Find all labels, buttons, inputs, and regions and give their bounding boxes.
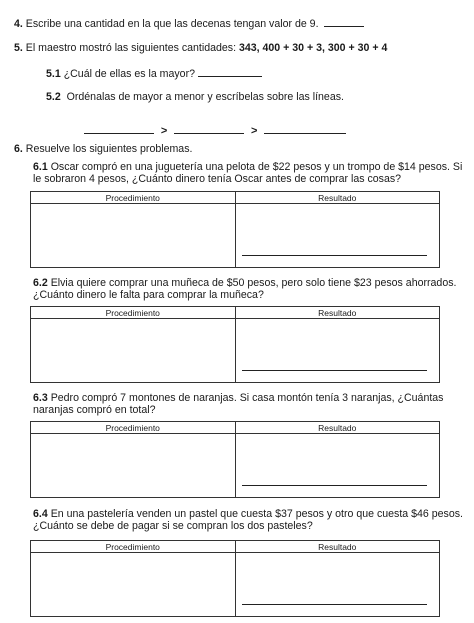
question-5-2 bbox=[46, 91, 344, 103]
procedure-header: Procedimiento bbox=[31, 422, 236, 434]
answer-blank[interactable] bbox=[264, 124, 346, 134]
problem-6-1 bbox=[33, 161, 463, 185]
question-text: Resuelve los siguientes problemas. bbox=[25, 143, 193, 155]
result-header: Resultado bbox=[235, 307, 440, 319]
amounts-list: 343, 400 + 30 + 3, 300 + 30 + 4 bbox=[238, 42, 388, 54]
procedure-header: Procedimiento bbox=[31, 307, 236, 319]
subquestion-number: 5.2 bbox=[46, 91, 61, 103]
problem-6-2 bbox=[33, 277, 463, 301]
answer-line bbox=[242, 370, 428, 371]
problem-6-3 bbox=[33, 392, 463, 416]
subquestion-text: Ordénalas de mayor a menor y escríbelas sobre las líneas. bbox=[66, 91, 344, 103]
subquestion-number: 5.1 bbox=[46, 68, 61, 80]
problem-text: Pedro compró 7 montones de naranjas. Si casa montón tenía 3 naranjas, ¿Cuántas naranjas compró en total? bbox=[33, 392, 444, 416]
procedure-cell[interactable] bbox=[31, 434, 236, 498]
result-cell[interactable] bbox=[235, 553, 440, 617]
work-table-6-4 bbox=[30, 540, 440, 617]
work-table-6-1 bbox=[30, 191, 440, 268]
result-header: Resultado bbox=[235, 541, 440, 553]
answer-blank[interactable] bbox=[174, 124, 244, 134]
procedure-cell[interactable] bbox=[31, 319, 236, 383]
question-number: 4. bbox=[14, 18, 23, 30]
problem-number: 6.1 bbox=[33, 161, 48, 173]
answer-blank[interactable] bbox=[84, 124, 154, 134]
question-5 bbox=[14, 42, 387, 54]
ordering-lines bbox=[84, 124, 346, 137]
greater-than-sign: > bbox=[250, 125, 258, 137]
work-table-6-3 bbox=[30, 421, 440, 498]
answer-blank[interactable] bbox=[324, 17, 364, 27]
answer-line bbox=[242, 604, 428, 605]
question-text: Escribe una cantidad en la que las decenas tengan valor de 9. bbox=[25, 18, 319, 30]
question-6 bbox=[14, 143, 192, 155]
answer-line bbox=[242, 255, 428, 256]
problem-6-4 bbox=[33, 508, 463, 532]
problem-text: En una pastelería venden un pastel que cuesta $37 pesos y otro que cuesta $46 pesos. ¿Cuánto se debe de pagar si se compran los dos pasteles? bbox=[33, 508, 463, 532]
answer-line bbox=[242, 485, 428, 486]
question-number: 5. bbox=[14, 42, 23, 54]
question-4 bbox=[14, 17, 364, 30]
problem-number: 6.3 bbox=[33, 392, 48, 404]
result-cell[interactable] bbox=[235, 434, 440, 498]
result-cell[interactable] bbox=[235, 319, 440, 383]
problem-text: Oscar compró en una juguetería una pelota de $22 pesos y un trompo de $14 pesos. Si le sobraron 4 pesos, ¿Cuánto dinero tenía Oscar antes de comprar las cosas? bbox=[33, 161, 463, 185]
problem-number: 6.2 bbox=[33, 277, 48, 289]
result-cell[interactable] bbox=[235, 204, 440, 268]
problem-text: Elvia quiere comprar una muñeca de $50 pesos, pero solo tiene $23 pesos ahorrados. ¿Cuánto dinero le falta para comprar la muñeca? bbox=[33, 277, 457, 301]
procedure-cell[interactable] bbox=[31, 204, 236, 268]
subquestion-text: ¿Cuál de ellas es la mayor? bbox=[63, 68, 195, 80]
result-header: Resultado bbox=[235, 422, 440, 434]
procedure-header: Procedimiento bbox=[31, 192, 236, 204]
question-text: El maestro mostró las siguientes cantidades: bbox=[25, 42, 239, 54]
greater-than-sign: > bbox=[160, 125, 168, 137]
work-table-6-2 bbox=[30, 306, 440, 383]
question-number: 6. bbox=[14, 143, 23, 155]
problem-number: 6.4 bbox=[33, 508, 48, 520]
procedure-cell[interactable] bbox=[31, 553, 236, 617]
procedure-header: Procedimiento bbox=[31, 541, 236, 553]
answer-blank[interactable] bbox=[198, 67, 262, 77]
question-5-1 bbox=[46, 67, 262, 80]
result-header: Resultado bbox=[235, 192, 440, 204]
